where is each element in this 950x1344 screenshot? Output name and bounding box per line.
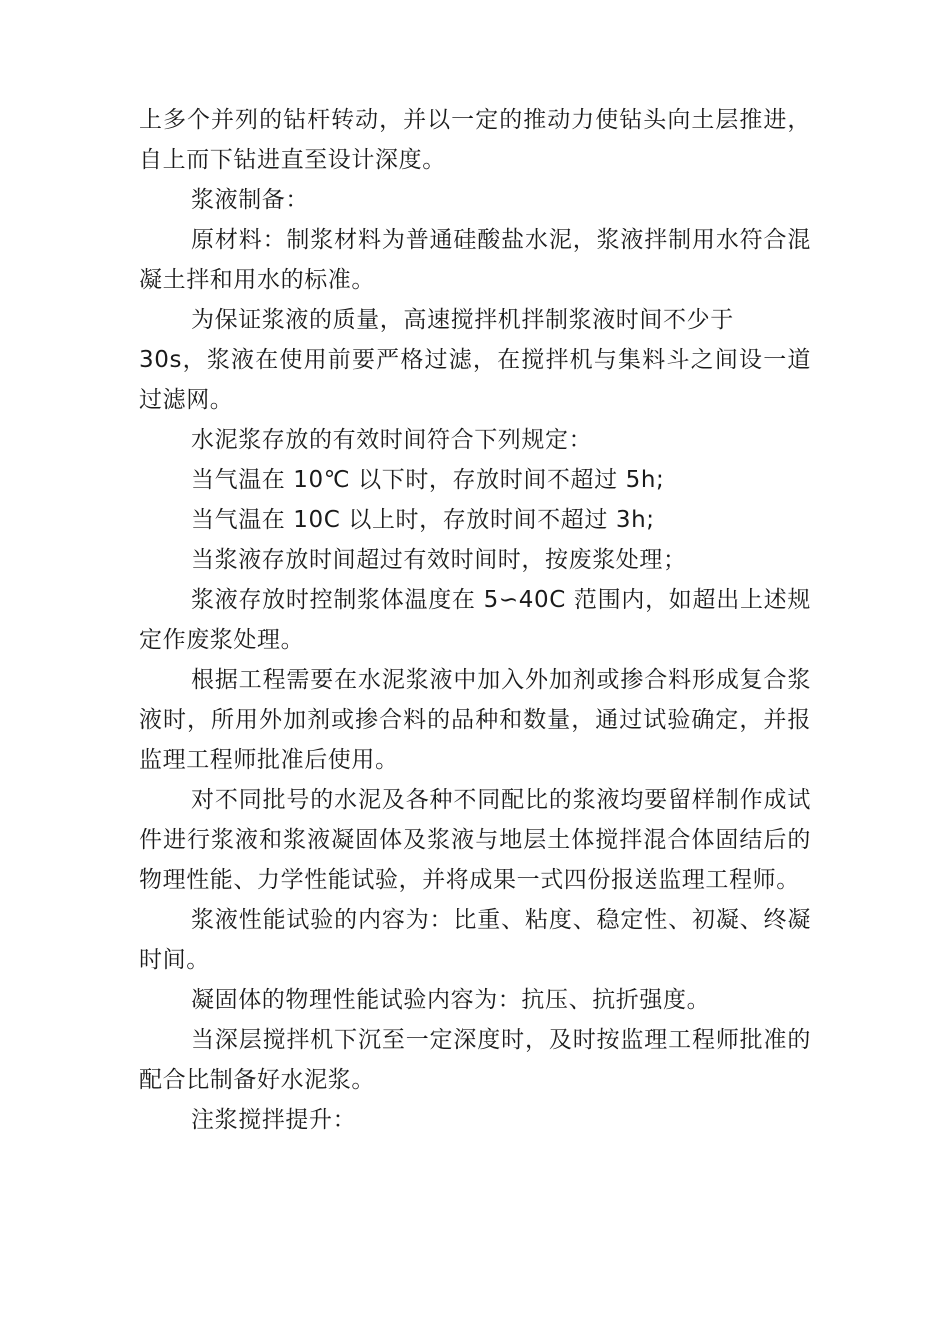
- paragraph-grouting-heading: 注浆搅拌提升：: [191, 1107, 357, 1133]
- paragraph-below-10c: 当气温在 10℃ 以下时，存放时间不超过 5h;: [191, 467, 665, 493]
- document-body: [139, 100, 811, 1140]
- paragraph-filtering: 30s，浆液在使用前要严格过滤，在搅拌机与集料斗之间设一道过滤网。: [139, 347, 811, 413]
- paragraph-mixer-descent: 当深层搅拌机下沉至一定深度时，及时按监理工程师批准的配合比制备好水泥浆。: [139, 1027, 811, 1093]
- paragraph-quality-assurance: 为保证浆液的质量，高速搅拌机拌制浆液时间不少于: [191, 307, 734, 333]
- paragraph-continuation: 上多个并列的钻杆转动，并以一定的推动力使钻头向土层推进，自上而下钻进直至设计深度。: [139, 107, 811, 173]
- paragraph-solid-tests: 凝固体的物理性能试验内容为：抗压、抗折强度。: [191, 987, 711, 1013]
- paragraph-additives: 根据工程需要在水泥浆液中加入外加剂或掺合料形成复合浆液时，所用外加剂或掺合料的品种和数量，通过试验确定，并报监理工程师批准后使用。: [139, 667, 811, 773]
- paragraph-raw-materials: 原材料：制浆材料为普通硅酸盐水泥，浆液拌制用水符合混凝土拌和用水的标准。: [139, 227, 811, 293]
- paragraph-expired-slurry: 当浆液存放时间超过有效时间时，按废浆处理；: [191, 547, 687, 573]
- paragraph-storage-rules: 水泥浆存放的有效时间符合下列规定：: [191, 427, 593, 453]
- paragraph-sampling-tests: 对不同批号的水泥及各种不同配比的浆液均要留样制作成试件进行浆液和浆液凝固体及浆液与地层土体搅拌混合体固结后的物理性能、力学性能试验，并将成果一式四份报送监理工程师。: [139, 787, 811, 893]
- paragraph-above-10c: 当气温在 10C 以上时，存放时间不超过 3h;: [191, 507, 655, 533]
- paragraph-slurry-prep-heading: 浆液制备：: [191, 187, 309, 213]
- paragraph-slurry-tests: 浆液性能试验的内容为：比重、粘度、稳定性、初凝、终凝时间。: [139, 907, 811, 973]
- paragraph-temperature-control: 浆液存放时控制浆体温度在 5∽40C 范围内，如超出上述规定作废浆处理。: [139, 587, 811, 653]
